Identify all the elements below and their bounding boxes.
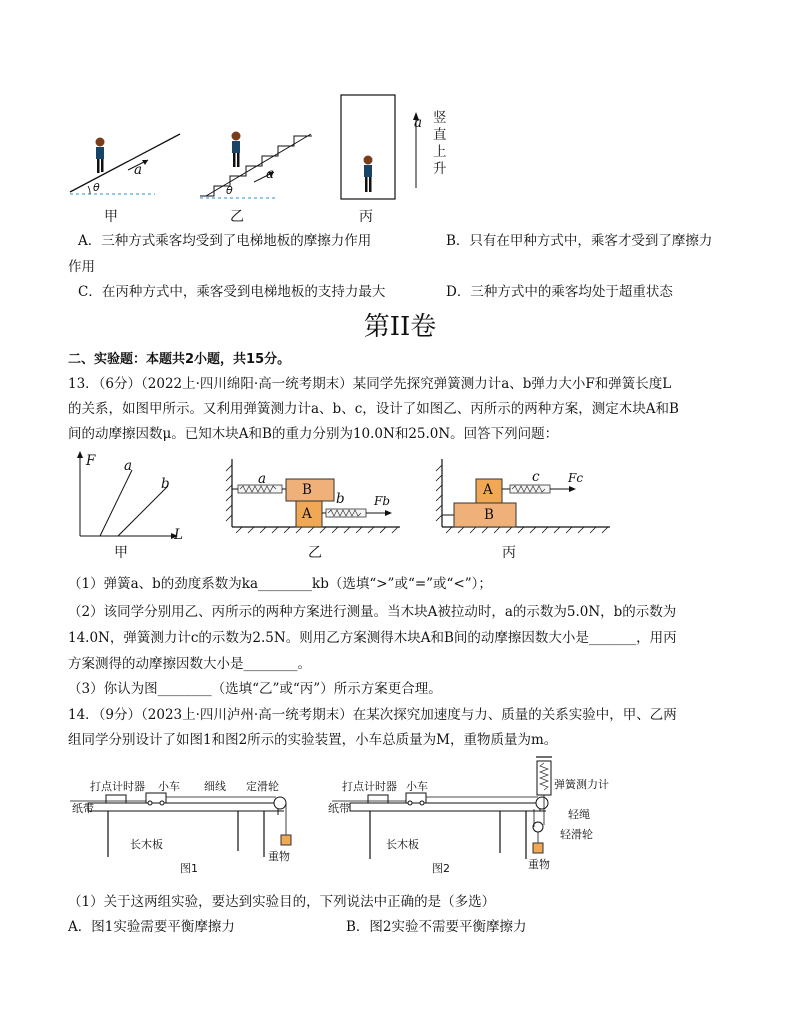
q13-stem-line3: 间的动摩擦因数μ。已知木块A和B的重力分别为10.0N和25.0N。回答下列问题： — [68, 426, 559, 442]
fig2-label-cart: 小车 — [406, 780, 428, 793]
spring-label-b: b — [336, 491, 345, 507]
accel-label-bing: a — [414, 115, 423, 131]
option-b: B．只有在甲种方式中，乘客才受到了摩擦力 — [446, 233, 713, 249]
fig2-caption: 图2 — [432, 862, 450, 875]
fig2-label-tape: 纸带 — [328, 802, 350, 815]
force-label-fc: Fc — [568, 471, 584, 485]
figure-label-jia: 甲 — [104, 209, 118, 225]
accel-label-jia: a — [134, 162, 143, 178]
force-label-fb: Fb — [374, 494, 391, 508]
fig2-label-pulley: 轻滑轮 — [560, 828, 593, 841]
figure-yi-stairs — [196, 120, 316, 220]
graph-line-b: b — [161, 476, 170, 492]
figure-13-bing-apparatus — [432, 455, 612, 535]
block-b-bing: B — [484, 507, 494, 523]
q13-part3: （3）你认为图________（选填“乙”或“丙”）所示方案更合理。 — [68, 681, 442, 697]
fig2-label-timer: 打点计时器 — [342, 780, 397, 793]
fig1-label-timer: 打点计时器 — [90, 780, 145, 793]
fig1-label-cart: 小车 — [158, 780, 180, 793]
graph-axis-l: L — [174, 527, 183, 543]
q13-stem-line2: 的关系，如图甲所示。又利用弹簧测力计a、b、c，设计了如图乙、丙所示的两种方案，测定木块A和B — [68, 401, 679, 417]
option-a-continued: 作用 — [68, 259, 95, 275]
graph-axis-f: F — [86, 453, 96, 469]
q14-stem-line2: 组同学分别设计了如图1和图2所示的实验装置，小车总质量为M，重物质量为m。 — [68, 732, 558, 748]
fig1-label-board: 长木板 — [130, 838, 163, 851]
q13-part2-line2: 14.0N，弹簧测力计c的示数为2.5N。则用乙方案测得木块A和B间的动摩擦因数大小是_______，用丙 — [68, 630, 677, 646]
option-d: D．三种方式中的乘客均处于超重状态 — [446, 284, 673, 300]
option-c: C．在丙种方式中，乘客受到电梯地板的支持力最大 — [78, 284, 386, 300]
graph-line-a: a — [124, 458, 133, 474]
fig1-label-pulley: 定滑轮 — [246, 780, 279, 793]
fig2-label-weight: 重物 — [528, 858, 550, 871]
q13-part2-line3: 方案测得的动摩擦因数大小是________。 — [68, 656, 311, 672]
angle-label-yi: θ — [226, 184, 233, 197]
q14-stem-line1: 14．（9分）（2023上·四川泸州·高一统考期末）在某次探究加速度与力、质量的关系实验中，甲、乙两 — [68, 707, 677, 723]
figure-bing-elevator — [338, 92, 398, 202]
accel-label-yi: a — [266, 166, 275, 182]
fig1-label-tape: 纸带 — [72, 802, 94, 815]
block-a-bing: A — [483, 482, 493, 498]
block-a-yi: A — [302, 506, 312, 522]
angle-label-jia: θ — [93, 181, 100, 194]
fig2-label-rope: 轻绳 — [568, 808, 590, 821]
figure-13-label-bing: 丙 — [502, 545, 516, 561]
fig2-label-spring-scale: 弹簧测力计 — [554, 778, 609, 791]
fig1-label-weight: 重物 — [268, 850, 290, 863]
figure-label-yi: 乙 — [230, 209, 244, 225]
fig1-caption: 图1 — [180, 862, 198, 875]
q14-option-b: B．图2实验不需要平衡摩擦力 — [346, 919, 527, 935]
block-b-yi: B — [302, 482, 312, 498]
section-title: 第II卷 — [363, 312, 437, 342]
spring-label-a: a — [258, 471, 267, 487]
q13-part2-line1: （2）该同学分别用乙、丙所示的两种方案进行测量。当木块A被拉动时，a的示数为5.0N，b的示数为 — [68, 604, 677, 620]
section-heading: 二、实验题：本题共2小题，共15分。 — [68, 352, 291, 367]
option-a: A．三种方式乘客均受到了电梯地板的摩擦力作用 — [78, 233, 372, 249]
fig1-label-string: 细线 — [204, 780, 226, 793]
vertical-rise-text: 竖直上升 — [433, 110, 447, 177]
figure-13-label-yi: 乙 — [308, 545, 322, 561]
q13-part1: （1）弹簧a、b的劲度系数为ka________kb（选填“>”或“=”或“<”）； — [68, 576, 492, 592]
figure-jia-escalator — [60, 120, 190, 220]
spring-label-c: c — [532, 469, 540, 485]
q14-part1: （1）关于这两组实验，要达到实验目的，下列说法中正确的是（多选） — [68, 894, 496, 910]
q13-stem-line1: 13．（6分）（2022上·四川绵阳·高一统考期末）某同学先探究弹簧测力计a、b弹力大小F和弹簧长度L — [68, 376, 672, 392]
q14-option-a: A．图1实验需要平衡摩擦力 — [68, 919, 235, 935]
figure-label-bing: 丙 — [359, 209, 373, 225]
fig2-label-board: 长木板 — [386, 838, 419, 851]
figure-13-label-jia: 甲 — [114, 545, 128, 561]
